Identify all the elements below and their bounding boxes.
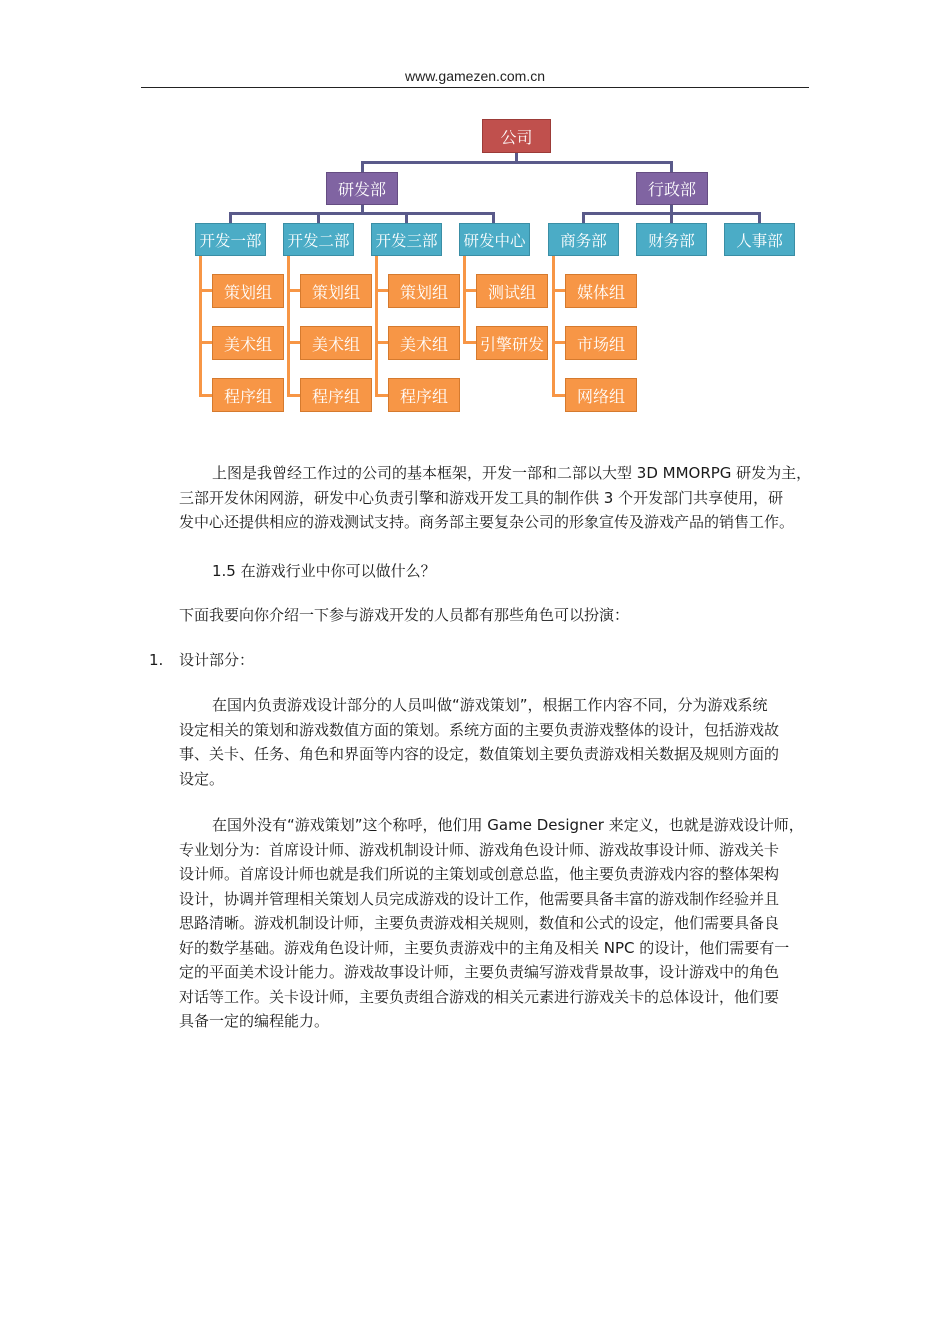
org-node-team: 程序组 <box>388 378 460 412</box>
connector <box>287 289 300 292</box>
connector <box>405 212 408 223</box>
connector <box>375 256 378 397</box>
org-node-team: 程序组 <box>300 378 372 412</box>
connector <box>287 394 300 397</box>
connector <box>670 212 673 223</box>
org-node-team: 网络组 <box>565 378 637 412</box>
org-node-dept: 研发中心 <box>459 223 530 256</box>
connector <box>758 212 761 223</box>
text-line: 上图是我曾经工作过的公司的基本框架，开发一部和二部以大型 3D MMORPG 研发为主， <box>212 464 812 482</box>
org-node-dept: 开发一部 <box>195 223 266 256</box>
paragraph-game-designer <box>179 813 855 1034</box>
org-node-dept: 商务部 <box>548 223 619 256</box>
header-url: www.gamezen.com.cn <box>404 68 546 84</box>
text-line: 事、关卡、任务、角色和界面等内容的设定，数值策划主要负责游戏相关数据及规则方面的 <box>179 745 780 763</box>
org-node-admin: 行政部 <box>636 172 708 205</box>
org-node-team: 策划组 <box>300 274 372 308</box>
org-node-rd: 研发部 <box>326 172 398 205</box>
org-node-dept: 人事部 <box>724 223 795 256</box>
connector <box>463 341 476 344</box>
connector <box>199 394 212 397</box>
text-line: 在国外没有“游戏策划”这个称呼，他们用 Game Designer 来定义，也就是游戏设计师， <box>212 816 804 834</box>
org-node-company: 公司 <box>482 119 551 153</box>
connector <box>552 289 565 292</box>
text-line: 设计师。首席设计师也就是我们所说的主策划或创意总监，他主要负责游戏内容的整体架构 <box>179 865 780 883</box>
lead-text: 下面我要向你介绍一下参与游戏开发的人员都有那些角色可以扮演： <box>179 606 630 624</box>
intro-paragraph <box>179 461 855 535</box>
org-node-team: 策划组 <box>388 274 460 308</box>
connector <box>552 394 565 397</box>
org-node-team: 市场组 <box>565 326 637 360</box>
org-node-dept: 开发三部 <box>371 223 442 256</box>
connector <box>582 212 585 223</box>
org-node-dept: 财务部 <box>636 223 707 256</box>
section-heading: 1.5 在游戏行业中你可以做什么？ <box>212 562 436 580</box>
org-node-team: 媒体组 <box>565 274 637 308</box>
connector <box>229 212 232 223</box>
connector <box>670 161 673 172</box>
connector <box>375 289 388 292</box>
text-line: 对话等工作。关卡设计师，主要负责组合游戏的相关元素进行游戏关卡的总体设计，他们要 <box>179 987 780 1006</box>
connector <box>287 341 300 344</box>
connector <box>287 256 290 397</box>
connector <box>229 212 495 215</box>
org-node-team: 美术组 <box>212 326 284 360</box>
org-node-team: 引擎研发 <box>476 326 548 360</box>
text-line: 好的数学基础。游戏角色设计师，主要负责游戏中的主角及相关 NPC 的设计，他们需要有一 <box>179 938 790 957</box>
connector <box>199 341 212 344</box>
org-node-dept: 开发二部 <box>283 223 354 256</box>
text-line: 设定相关的策划和游戏数值方面的策划。系统方面的主要负责游戏整体的设计，包括游戏故 <box>179 720 780 739</box>
paragraph-design-intro <box>179 693 855 791</box>
connector <box>361 161 673 164</box>
connector <box>375 341 388 344</box>
text-line: 三部开发休闲网游，研发中心负责引擎和游戏开发工具的制作供 3 个开发部门共享使用，研 <box>179 488 784 507</box>
text-line: 具备一定的编程能力。 <box>179 1012 330 1030</box>
connector <box>463 289 476 292</box>
connector <box>375 394 388 397</box>
connector <box>361 161 364 172</box>
connector <box>552 256 555 397</box>
org-node-team: 美术组 <box>388 326 460 360</box>
text-line: 专业划分为：首席设计师、游戏机制设计师、游戏角色设计师、游戏故事设计师、游戏关卡 <box>179 840 780 859</box>
text-line: 定的平面美术设计能力。游戏故事设计师，主要负责编写游戏背景故事，设计游戏中的角色 <box>179 963 780 981</box>
org-node-team: 美术组 <box>300 326 372 360</box>
org-node-team: 策划组 <box>212 274 284 308</box>
connector <box>317 212 320 223</box>
text-line: 在国内负责游戏设计部分的人员叫做“游戏策划”，根据工作内容不同，分为游戏系统 <box>212 696 768 714</box>
org-node-team: 程序组 <box>212 378 284 412</box>
connector <box>199 256 202 397</box>
header-rule <box>141 87 809 88</box>
connector <box>199 289 212 292</box>
text-line: 发中心还提供相应的游戏测试支持。商务部主要复杂公司的形象宣传及游戏产品的销售工作。 <box>179 513 795 531</box>
text-line: 思路清晰。游戏机制设计师，主要负责游戏相关规则，数值和公式的设定，他们需要具备良 <box>179 914 780 932</box>
connector <box>552 341 565 344</box>
text-line: 设定。 <box>179 769 225 788</box>
connector <box>492 212 495 223</box>
list-number: 1. <box>149 651 164 669</box>
connector <box>463 256 466 344</box>
text-line: 设计，协调并管理相关策划人员完成游戏的设计工作，他需要具备丰富的游戏制作经验并且 <box>179 889 780 908</box>
list-title: 设计部分： <box>179 651 255 669</box>
org-node-team: 测试组 <box>476 274 548 308</box>
